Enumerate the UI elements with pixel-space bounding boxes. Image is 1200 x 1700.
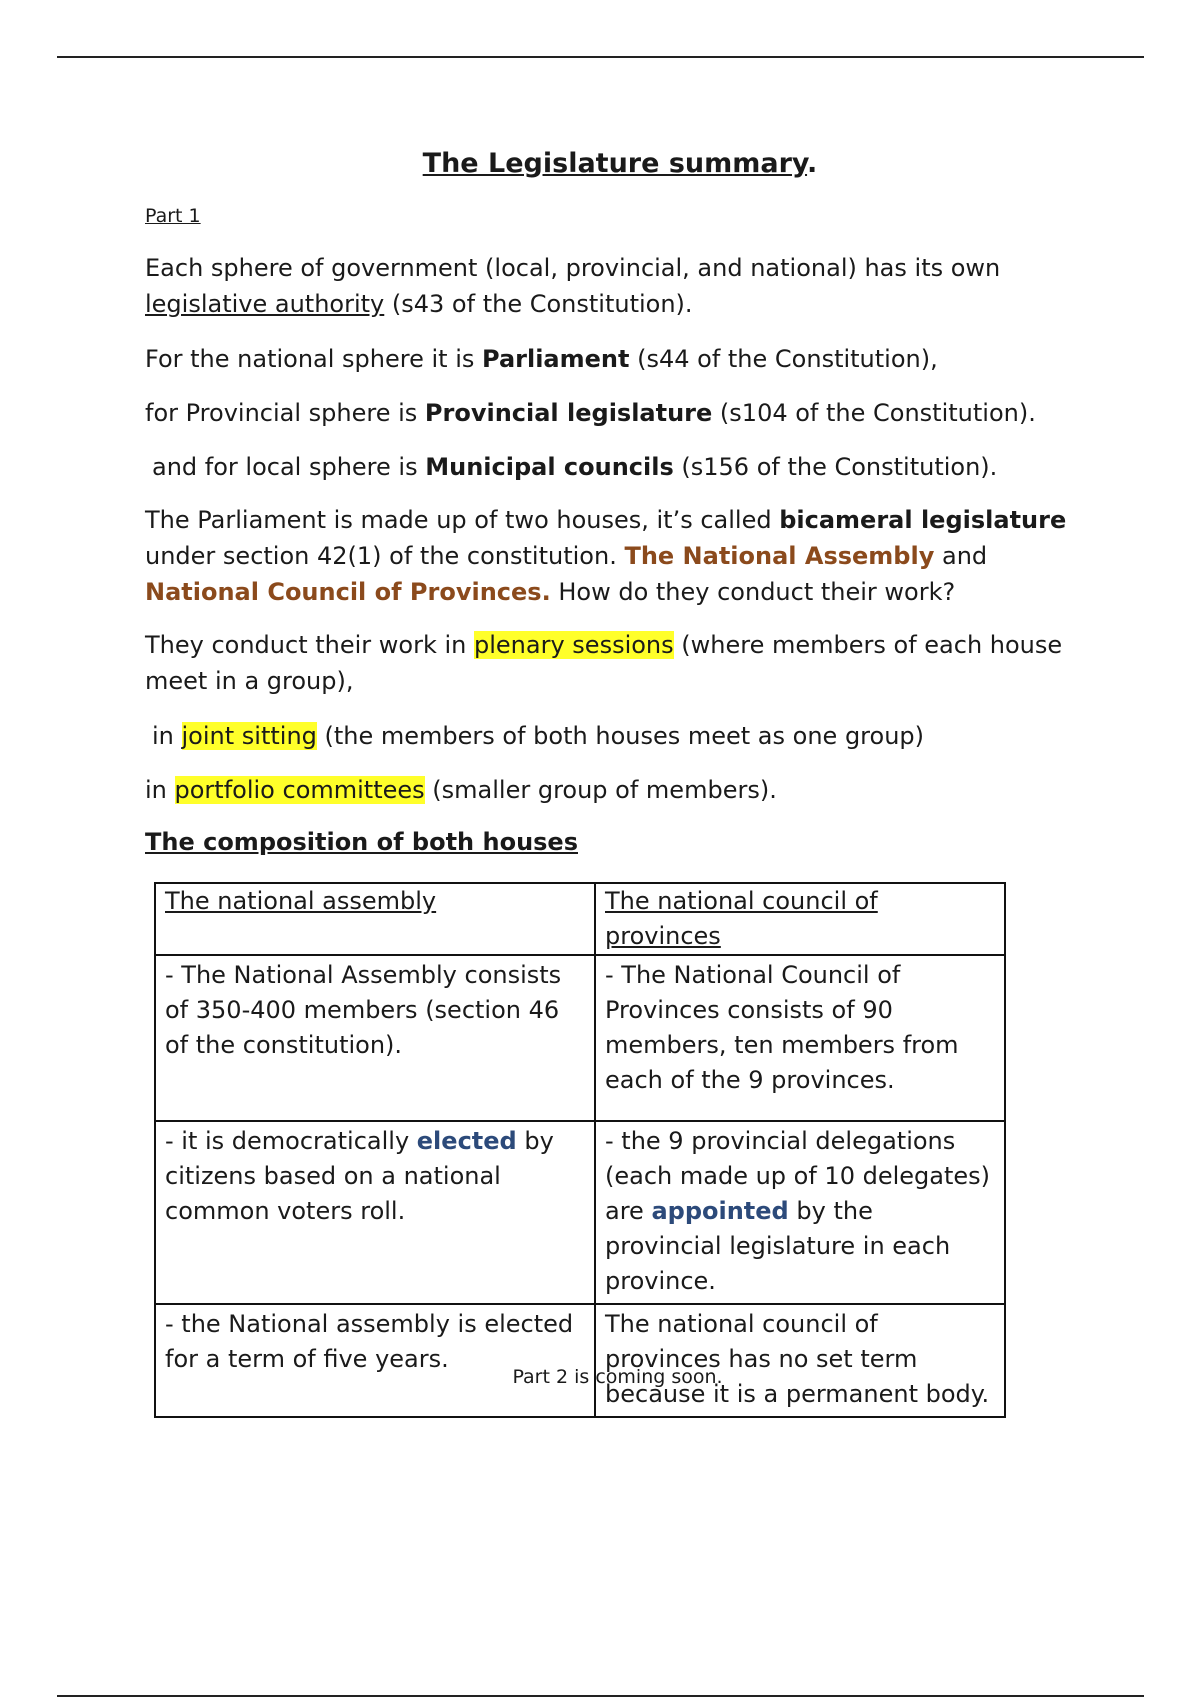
national-sphere-paragraph: For the national sphere it is Parliament (s44 of the Constitution), bbox=[145, 345, 938, 373]
national-assembly-term: The National Assembly bbox=[624, 542, 935, 570]
table-header-cell: The national council of provinces bbox=[595, 883, 1005, 955]
plenary-paragraph: They conduct their work in plenary sessions (where members of each house meet in a group), bbox=[145, 631, 1063, 695]
composition-table bbox=[154, 882, 1006, 1418]
table-cell: - The National Assembly consists of 350-400 members (section 46 of the constitution). bbox=[155, 955, 595, 1121]
local-sphere-paragraph: and for local sphere is Municipal councils (s156 of the Constitution). bbox=[152, 453, 998, 481]
table-row bbox=[155, 955, 1005, 1121]
parliament-paragraph: The Parliament is made up of two houses, it’s called bicameral legislature under section 42(1) of the constitution. The National Assembly and National Council of Provinces. How do they conduct their work? bbox=[145, 506, 1067, 606]
portfolio-committees-highlight: portfolio committees bbox=[174, 776, 425, 804]
intro-paragraph: Each sphere of government (local, provincial, and national) has its own legislative authority (s43 of the Constitution). bbox=[145, 254, 1001, 318]
elected-keyword: elected bbox=[416, 1127, 517, 1155]
table-cell: - The National Council of Provinces consists of 90 members, ten members from each of the 9 provinces. bbox=[595, 955, 1005, 1121]
table-cell: - the National assembly is elected for a term of five years. bbox=[155, 1304, 595, 1417]
table-cell: - the 9 provincial delegations (each made up of 10 delegates) are appointed by the provincial legislature in each province. bbox=[595, 1121, 1005, 1304]
provincial-sphere-paragraph: for Provincial sphere is Provincial legislature (s104 of the Constitution). bbox=[145, 399, 1036, 427]
footer-note: Part 2 is coming soon. bbox=[512, 1366, 723, 1388]
portfolio-paragraph: in portfolio committees (smaller group of members). bbox=[145, 776, 777, 804]
table-row bbox=[155, 1121, 1005, 1304]
part-label: Part 1 bbox=[145, 205, 201, 227]
joint-sitting-highlight: joint sitting bbox=[181, 722, 317, 750]
table-header-row bbox=[155, 883, 1005, 955]
composition-heading: The composition of both houses bbox=[145, 828, 578, 856]
page-title: The Legislature summary. bbox=[422, 148, 818, 179]
table-cell: The national council of provinces has no set term because it is a permanent body. bbox=[595, 1304, 1005, 1417]
legislative-authority-term: legislative authority bbox=[145, 290, 385, 318]
plenary-sessions-highlight: plenary sessions bbox=[474, 631, 674, 659]
joint-sitting-paragraph: in joint sitting (the members of both houses meet as one group) bbox=[152, 722, 925, 750]
table-row bbox=[155, 1304, 1005, 1417]
appointed-keyword: appointed bbox=[651, 1197, 789, 1225]
ncop-term: National Council of Provinces bbox=[145, 578, 542, 606]
top-rule bbox=[57, 56, 1144, 58]
table-header-cell: The national assembly bbox=[155, 883, 595, 955]
bottom-rule bbox=[57, 1695, 1144, 1697]
table-cell: - it is democratically elected by citizens based on a national common voters roll. bbox=[155, 1121, 595, 1304]
